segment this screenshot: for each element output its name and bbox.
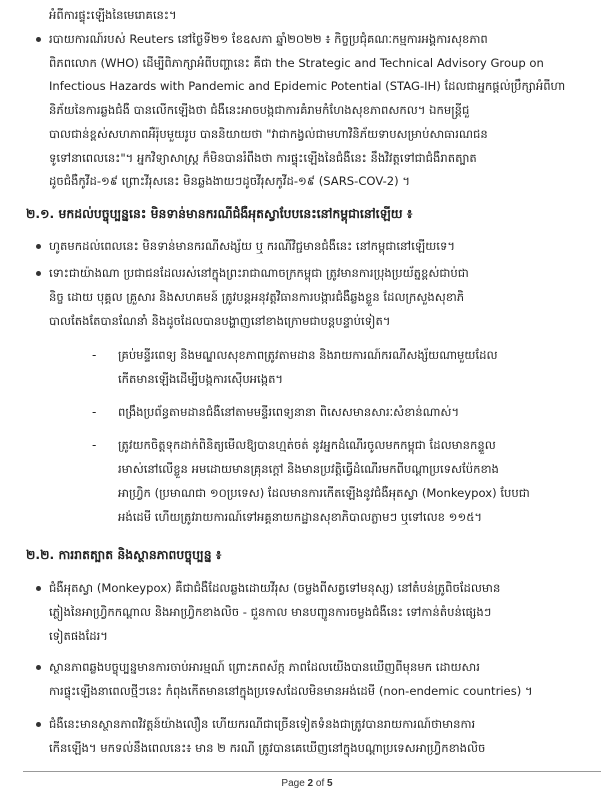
page-prefix: Page bbox=[281, 778, 308, 789]
sub-item-1-line-2: កើតមានឡើងដើម្បីបង្កការស៊ើបអង្កេត។ bbox=[118, 372, 284, 386]
sub-item-3-line-2: រមាស់នៅលើខ្លួន អមដោយមានគ្រុនក្តៅ និងមានប្រវត្តិធ្វើដំណើរមកពីបណ្តាប្រទេសប៉ែកខាង bbox=[118, 462, 499, 476]
reuters-line-5: បាលជាន់ខ្ពស់សហភាពអឺរ៉ុបមួយរូប បាននិយាយថា "វាជាកង្វល់ជាមហាវិនិភ័យទាបសម្រាប់សាធារណជន bbox=[49, 127, 488, 141]
bullet-2-2-c bbox=[36, 722, 41, 727]
sub-item-2-line-1: ពង្រឹងប្រព័ន្ធតាមដានជំងឺនៅតាមមន្ទីរពេទ្យនានា ពិសេសមានសារៈសំខាន់ណាស់។ bbox=[118, 405, 460, 419]
section-2-1-heading: ២.១. មកដល់បច្ចុប្បន្ននេះ មិនទាន់មានករណីជំងឺអុតស្វាបែបនេះនៅកម្ពុជានៅឡើយ ៖ bbox=[26, 206, 413, 221]
bullet-2-1-b bbox=[36, 271, 41, 276]
intro-line: អំពីការផ្ទុះឡើងនៃមេរោគនេះ។ bbox=[49, 8, 177, 22]
section-2-1-bullet-1: ហូតមកដល់ពេលនេះ មិនទាន់មានករណីសង្ស័យ ឬ ករណីវិជ្ជមានជំងឺនេះ នៅកម្ពុជានៅឡើយទេ។ bbox=[49, 239, 455, 253]
reuters-line-7: ដូចជំងឺកូវីដ-១៩ ព្រោះវីរុសនេះ មិនឆ្លងងាយៗដូចវីរុសកូវីដ-១៩ (SARS-COV-2) ។ bbox=[49, 174, 411, 188]
reuters-line-3: Infectious Hazards with Pandemic and Epidemic Potential (STAG-IH) ដែលជាអ្នកផ្តល់ប្រឹក្សាអំពីហា bbox=[49, 79, 566, 93]
section-2-2-bullet-1-line-3: ទៀតផងដែរ។ bbox=[49, 629, 108, 643]
bullet-2-2-a bbox=[36, 586, 41, 591]
sub-item-3-line-3: អាហ្វ្រិក (ប្រមាណជា ១០ប្រទេស) ដែលមានការកើតឡើងនូវជំងឺអុតស្វា (Monkeypox) បែបជា bbox=[118, 486, 530, 500]
sub-item-3-line-1: ត្រូវយកចិត្តទុកដាក់ពិនិត្យមើលឱ្យបានហ្មត់ចត់ នូវអ្នកដំណើរចូលមកកម្ពុជា ដែលមានកន្ទួល bbox=[118, 438, 496, 452]
page-middle: of bbox=[313, 778, 328, 789]
bullet-2-1-a bbox=[36, 244, 41, 249]
dash-marker-1: - bbox=[92, 348, 97, 362]
section-2-2-bullet-2-line-2: ការផ្ទុះឡើងនាពេលថ្មីៗនេះ កំពុងកើតមាននៅក្នុងប្រទេសដែលមិនមានអង់ដេមី (non-endemic countries) ។ bbox=[49, 684, 533, 698]
dash-marker-3: - bbox=[92, 438, 97, 452]
dash-marker-2: - bbox=[92, 405, 97, 419]
section-2-2-heading: ២.២. ការរាតត្បាត និងស្ថានភាពបច្ចុប្បន្ន ៖ bbox=[26, 547, 222, 562]
bullet-2-2-b bbox=[36, 665, 41, 670]
section-2-2-bullet-3-line-1: ជំងឺនេះមានស្ថានភាពវិវត្តន៍យ៉ាងលឿន ហើយករណីជាច្រើនទៀតទំនងជាត្រូវបានរាយការណ៍ថាមានការ bbox=[49, 717, 476, 731]
page-number bbox=[0, 778, 614, 789]
reuters-line-2: ពិភពលោក (WHO) ដើម្បីពិភាក្សាអំពីបញ្ហានេះ គឺជា the Strategic and Technical Advisory Group on bbox=[49, 56, 544, 70]
bullet-reuters bbox=[36, 37, 41, 42]
page-total: 5 bbox=[327, 778, 333, 789]
section-2-1-bullet-2-line-1: ទោះជាយ៉ាងណា ប្រជាជនដែលរស់នៅក្នុងព្រះរាជាណាចក្រកម្ពុជា ត្រូវមានការប្រុងប្រយ័ត្នខ្ពស់ជាប់ជា bbox=[49, 266, 469, 280]
reuters-line-4: និភ័យនៃការឆ្លងជំងឺ បានលើកឡើងថា ជំងឺនេះអាចបង្កជាការគំរាមកំហែងសុខភាពសកល។ ឯកមន្ត្រីជួ bbox=[49, 103, 470, 117]
section-2-2-bullet-3-line-2: កើនឡើង។ មកទល់នឹងពេលនេះ៖ មាន ២ ករណី ត្រូវបានគេឃើញនៅក្នុងបណ្តាប្រទេសអាហ្វ្រិកខាងលិច bbox=[49, 741, 486, 755]
section-2-2-bullet-2-line-1: ស្ថានភាពឆ្លងបច្ចុប្បន្នមានការចាប់អារម្មណ៍ ព្រោះភពស័ក្ក ភាពដែលយើងបានឃើញពីមុនមក ដោយសារ bbox=[49, 660, 480, 674]
footer-rule bbox=[23, 771, 601, 772]
section-2-2-bullet-1-line-1: ជំងឺអុតស្វា (Monkeypox) គឺជាជំងឺដែលឆ្លងដោយវីរុស (ចម្លងពីសត្វទៅមនុស្ស) នៅតំបន់ត្រូពិចដែលមាន bbox=[49, 581, 501, 595]
reuters-line-6: ទូទៅនាពេលនេះ"។ អ្នកវិទ្យាសាស្ត្រ ក៏មិនបានរំពឹងថា ការផ្ទុះឡើងនៃជំងឺនេះ នឹងវិវត្តទៅជាជំងឺរាតត្បាត bbox=[49, 151, 477, 165]
reuters-line-1: របាយការណ៍របស់ Reuters នៅថ្ងៃទី២១ ខែឧសភា ឆ្នាំ២០២២ ៖ កិច្ចប្រជុំគណៈកម្មការអង្គការសុខភាព bbox=[49, 32, 488, 46]
sub-item-3-line-4: អង់ដេមី ហើយត្រូវរាយការណ៍ទៅអគ្គនាយកដ្ឋានសុខាភិបាលភ្លាមៗ ឬទៅលេខ ១១៥។ bbox=[118, 510, 483, 524]
section-2-2-bullet-1-line-2: ភ្លៀងនៃអាហ្វ្រិកកណ្តាល និងអាហ្វ្រិកខាងលិច - ជួនកាល មានបញ្ជូនការចម្លងជំងឺនេះ ទៅកាន់តំបន់ផ្សេងៗ bbox=[49, 605, 492, 619]
section-2-1-bullet-2-line-2: និច្ច ដោយ បុគ្គល គ្រួសារ និងសហគមន៍ ត្រូវបន្តអនុវត្តវិធានការបង្ការជំងឺឆ្លងខ្លួន ដែលក្រសួងសុខាភិ bbox=[49, 290, 465, 304]
sub-item-1-line-1: គ្រប់មន្ទីរពេទ្យ និងមណ្ឌលសុខភាពត្រូវតាមដាន និងរាយការណ៍ករណីសង្ស័យណាមួយដែល bbox=[118, 348, 498, 362]
section-2-1-bullet-2-line-3: បាលតែងតែបានណែនាំ និងដូចដែលបានបង្ហាញនៅខាងក្រោមជាបន្តបន្ទាប់ទៀត។ bbox=[49, 314, 391, 328]
page-current: 2 bbox=[307, 778, 314, 789]
